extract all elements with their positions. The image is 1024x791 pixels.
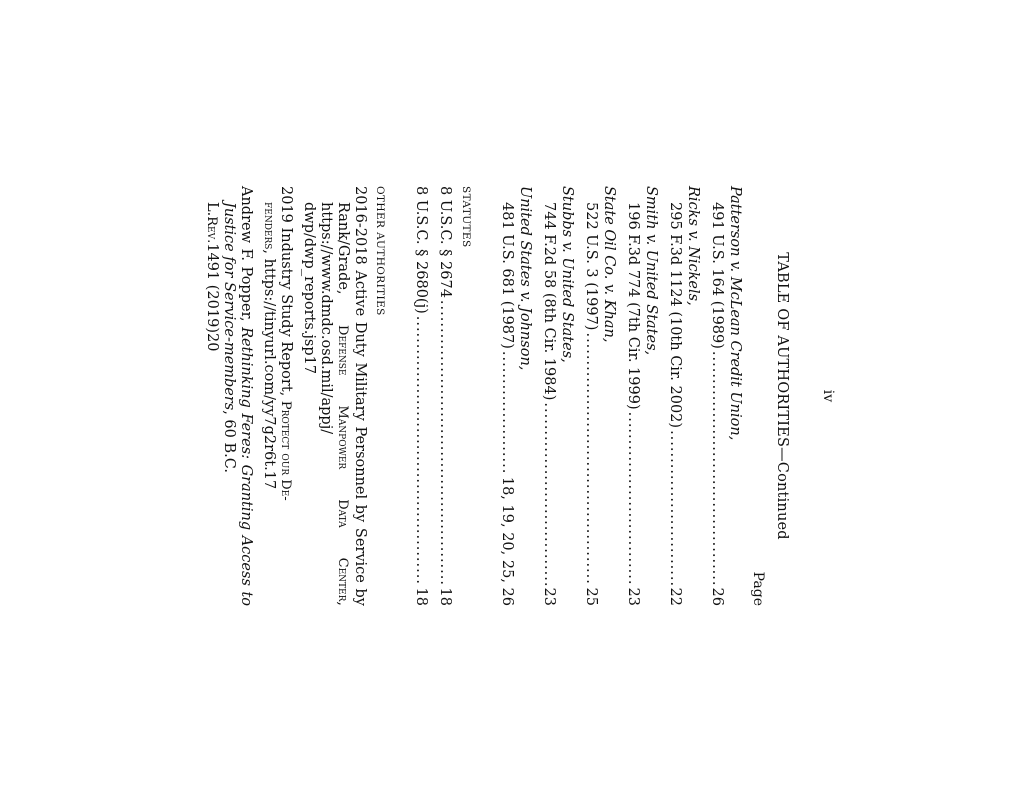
statute-citation: 8 U.S.C. § 2674 — [437, 186, 453, 298]
statute-citation: 8 U.S.C. § 2680(j) — [413, 186, 429, 314]
authority-cite: 1491 (2019) — [204, 243, 220, 333]
case-name: United States v. Johnson, — [517, 186, 533, 371]
case-pages: 23 — [625, 587, 641, 606]
authority-title: Rethinking Feres: Granting Access to Justice for Service-members — [221, 202, 254, 607]
page-title: TABLE OF AUTHORITIES—Continued — [774, 252, 790, 540]
case-name: Patterson v. McLean Credit Union, — [727, 186, 743, 441]
leader-dots — [582, 332, 600, 585]
authority-source: Defense Manpower Data Center — [335, 325, 350, 602]
case-name: Stubbs v. United States, — [559, 186, 575, 363]
case-entry — [540, 186, 576, 606]
statute-entry — [436, 186, 454, 606]
authority-journal: Rev. — [204, 216, 219, 244]
case-pages: 26 — [709, 587, 725, 606]
page-column-label: Page — [750, 571, 766, 606]
case-pages: 22 — [667, 587, 683, 606]
case-entry — [624, 186, 660, 606]
other-authority-entry — [203, 186, 254, 606]
case-citation: 196 F.3d 774 (7th Cir. 1999) — [625, 202, 641, 410]
case-entry — [708, 186, 744, 606]
leader-dots — [666, 430, 684, 585]
case-entry — [582, 186, 618, 606]
authority-journal-prefix: L. — [204, 202, 220, 217]
leader-dots — [540, 402, 558, 585]
statute-entry — [412, 186, 430, 606]
statute-pages: 18 — [413, 587, 429, 606]
case-name: Smith v. United States, — [643, 186, 659, 356]
case-pages: 23 — [541, 587, 557, 606]
leader-dots — [412, 316, 430, 586]
case-citation: 522 U.S. 3 (1997) — [583, 202, 599, 331]
leader-dots — [624, 412, 642, 586]
case-pages: 25 — [583, 587, 599, 606]
authority-source-tail: fenders — [261, 202, 276, 250]
other-authorities-heading: OTHER AUTHORITIES — [374, 186, 386, 316]
case-name: Ricks v. Nickels, — [685, 186, 701, 306]
document-page — [182, 186, 842, 606]
statutes-heading: STATUTES — [460, 186, 472, 248]
case-pages: 18, 19, 20, 25, 26 — [499, 476, 515, 606]
authority-text: 2019 Industry Study Report, — [278, 186, 294, 401]
authority-source: Protect our De- — [278, 400, 293, 501]
case-citation: 295 F.3d 1124 (10th Cir. 2002) — [667, 202, 683, 429]
authority-url-tail: dwp/dwp_reports.jsp — [301, 202, 317, 356]
authority-text: 2016-2018 Active Duty Military Personnel by Service by Rank/Grade, — [335, 186, 368, 606]
authority-pages: 17 — [261, 470, 277, 490]
authority-author: Andrew F. Popper, — [238, 186, 254, 328]
case-entry — [498, 186, 534, 606]
authority-url: , https://tinyurl.com/yy7g2r6t. — [261, 249, 277, 471]
leader-dots — [708, 351, 726, 586]
case-citation: 744 F.2d 58 (8th Cir. 1984) — [541, 202, 557, 401]
page-number: iv — [820, 389, 836, 403]
other-authority-entry — [260, 186, 294, 606]
authority-url: , https://www.dmdc.osd.mil/appj/ — [318, 202, 351, 606]
leader-dots — [436, 300, 454, 586]
authority-pages: 20 — [204, 332, 220, 352]
statute-pages: 18 — [437, 587, 453, 606]
case-citation: 491 U.S. 164 (1989) — [709, 202, 725, 349]
case-name: State Oil Co. v. Khan, — [601, 186, 617, 343]
other-authority-entry — [300, 186, 368, 606]
case-citation: 481 U.S. 681 (1987) — [499, 202, 515, 349]
case-entry — [666, 186, 702, 606]
leader-dots — [498, 351, 516, 475]
authority-volume: , 60 B.C. — [221, 410, 237, 473]
authority-pages: 17 — [301, 355, 317, 375]
